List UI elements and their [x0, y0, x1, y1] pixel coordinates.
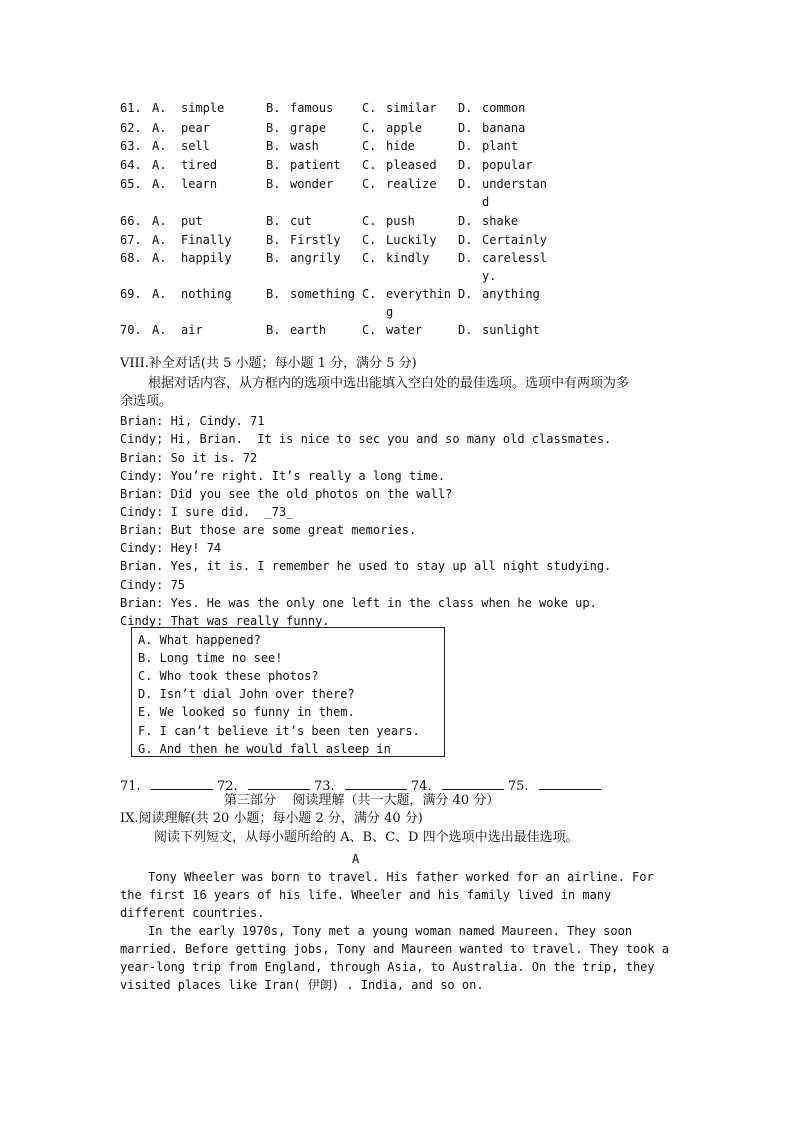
- blank-number: 75.: [507, 779, 529, 794]
- blank-number: 74.: [410, 779, 432, 794]
- answer-blank-line[interactable]: [248, 777, 310, 790]
- answer-blank-line[interactable]: [539, 777, 601, 790]
- dialogue-line: Cindy: 75: [120, 578, 186, 592]
- box-option: E. We looked so funny in them.: [138, 705, 355, 719]
- dialogue-line: Brian: Hi, Cindy. 71: [120, 414, 265, 428]
- dialogue-line: Cindy: I sure did. _73_: [120, 505, 294, 519]
- box-option: F. I can’t believe it’s been ten years.: [138, 724, 420, 738]
- box-option: D. Isn’t dial John over there?: [138, 687, 355, 701]
- answer-blank-line[interactable]: [151, 777, 213, 790]
- dialogue-line: Brian: So it is. 72: [120, 451, 258, 465]
- section-9-title: IX.阅读理解(共 20 小题；每小题 2 分，满分 40 分): [120, 811, 423, 826]
- blank-number: 73.: [313, 779, 335, 794]
- dialogue-line: Brian: Yes. He was the only one left in the class when he woke up.: [120, 596, 597, 610]
- dialogue-line: Brian. Yes, it is. I remember he used to stay up all night studying.: [120, 559, 612, 573]
- dialogue-line: Brian: But those are some great memories.: [120, 523, 417, 537]
- section-8-title: VIII.补全对话(共 5 小题；每小题 1 分，满分 5 分): [120, 356, 417, 371]
- dialogue-line: Brian: Did you see the old photos on the wall?: [120, 487, 453, 501]
- section-8-instruction: 根据对话内容，从方框内的选项中选出能填入空白处的最佳选项。选项中有两项为多: [148, 376, 630, 391]
- passage-paragraph: In the early 1970s, Tony met a young woman named Maureen. They soon married. Before getting jobs, Tony and Maureen wanted to travel. They took a year-long trip from England, through Asia, to Australia. On the trip, they visited places like Iran( 伊朗) . India, and so on.: [120, 924, 670, 992]
- box-option: C. Who took these photos?: [138, 669, 319, 683]
- blank-number: 72.: [216, 779, 238, 794]
- part-3-title: 第三部分 阅读理解（共一大题，满分 40 分）: [224, 793, 500, 808]
- dialogue-line: Cindy: You’re right. It’s really a long time.: [120, 469, 446, 483]
- blank-number: 71.: [120, 779, 141, 794]
- passage-paragraph: Tony Wheeler was born to travel. His father worked for an airline. For the first 16 years of his life. Wheeler and his family lived in many different countries.: [120, 870, 654, 920]
- box-option: B. Long time no see!: [138, 651, 283, 665]
- passage-label: A: [352, 852, 360, 866]
- answer-blank-line[interactable]: [345, 777, 407, 790]
- options-box: [131, 627, 445, 757]
- dialogue-line: Cindy: Hey! 74: [120, 541, 222, 555]
- box-option: A. What happened?: [138, 633, 261, 647]
- answer-blank-line[interactable]: [442, 777, 504, 790]
- dialogue-line: Cindy: That was really funny.: [120, 614, 330, 628]
- section-9-instruction: 阅读下列短文，从每小题所给的 A、B、C、D 四个选项中选出最佳选项。: [154, 830, 579, 845]
- exam-page: 61. A. simple B. famous C. similar D. common 62. A. pear B. grape C. apple D. banana 63. A. sell B. wash C. hide D. plant 64. A. tired B. patient C. pleased D. popular 65. A. learn B. wonder C. realize D. understand 66. A. put B. cut C. push D. shake 67. A. Finally B. Firstly C. Luckily D. Certainly 68. A. happily B. angrily C. kindly D. carelessly. 69. A. nothing B. something C. everything D. anything 70. A. air B. earth C. water D. sunlight VIII.补全对话(共 5 小题；每小题 1 分，满分 5 分) 根据对话内容，从方框内的选项中选出能填入空白处的最佳选项。选项中有两项为多 余选项。 Brian: Hi, Cindy. 71 Cindy; Hi, Brian. It is nice to sec you and so many old classmates. Brian: So it is. 72 Cindy: You’re right. It’s really a long time. Brian: Did you see the old photos on the wall? Cindy: I sure did. _73_ Brian: But those are some great memories. Cindy: Hey! 74 Brian. Yes, it is. I remember he used to stay up all night studying. Cindy: 75 Brian: Yes. He was the only one left in the class when he woke up. Cindy: That was really funny. A. What happened? B. Long time no see! C. Who took these photos? D. Isn’t dial John over there? E. We looked so funny in them. F. I can’t believe it’s been ten years. G. And then he would fall asleep in 71. 72. 73. 74. 75. 第三部分 阅读理解（共一大题，满分 40 分） IX.阅读理解(共 20 小题；每小题 2 分，满分 40 分) 阅读下列短文，从每小题所给的 A、B、C、D 四个选项中选出最佳选项。 A Tony Wheeler was born to travel. His father worked for an airline. For the first 16 years of his life. Wheeler and his family lived in many different countries. In the early 1970s, Tony met a young woman named Maureen. They soon married. Before getting jobs, Tony and Maureen wanted to travel. They took a year-long trip from England, through Asia, to Australia. On the trip, they visited places like Iran( 伊朗) . India, and so on.: [120, 101, 670, 992]
- box-option: G. And then he would fall asleep in: [138, 742, 391, 756]
- section-8-instruction-cont: 余选项。: [120, 394, 173, 409]
- dialogue-line: Cindy; Hi, Brian. It is nice to sec you and so many old classmates.: [120, 432, 612, 446]
